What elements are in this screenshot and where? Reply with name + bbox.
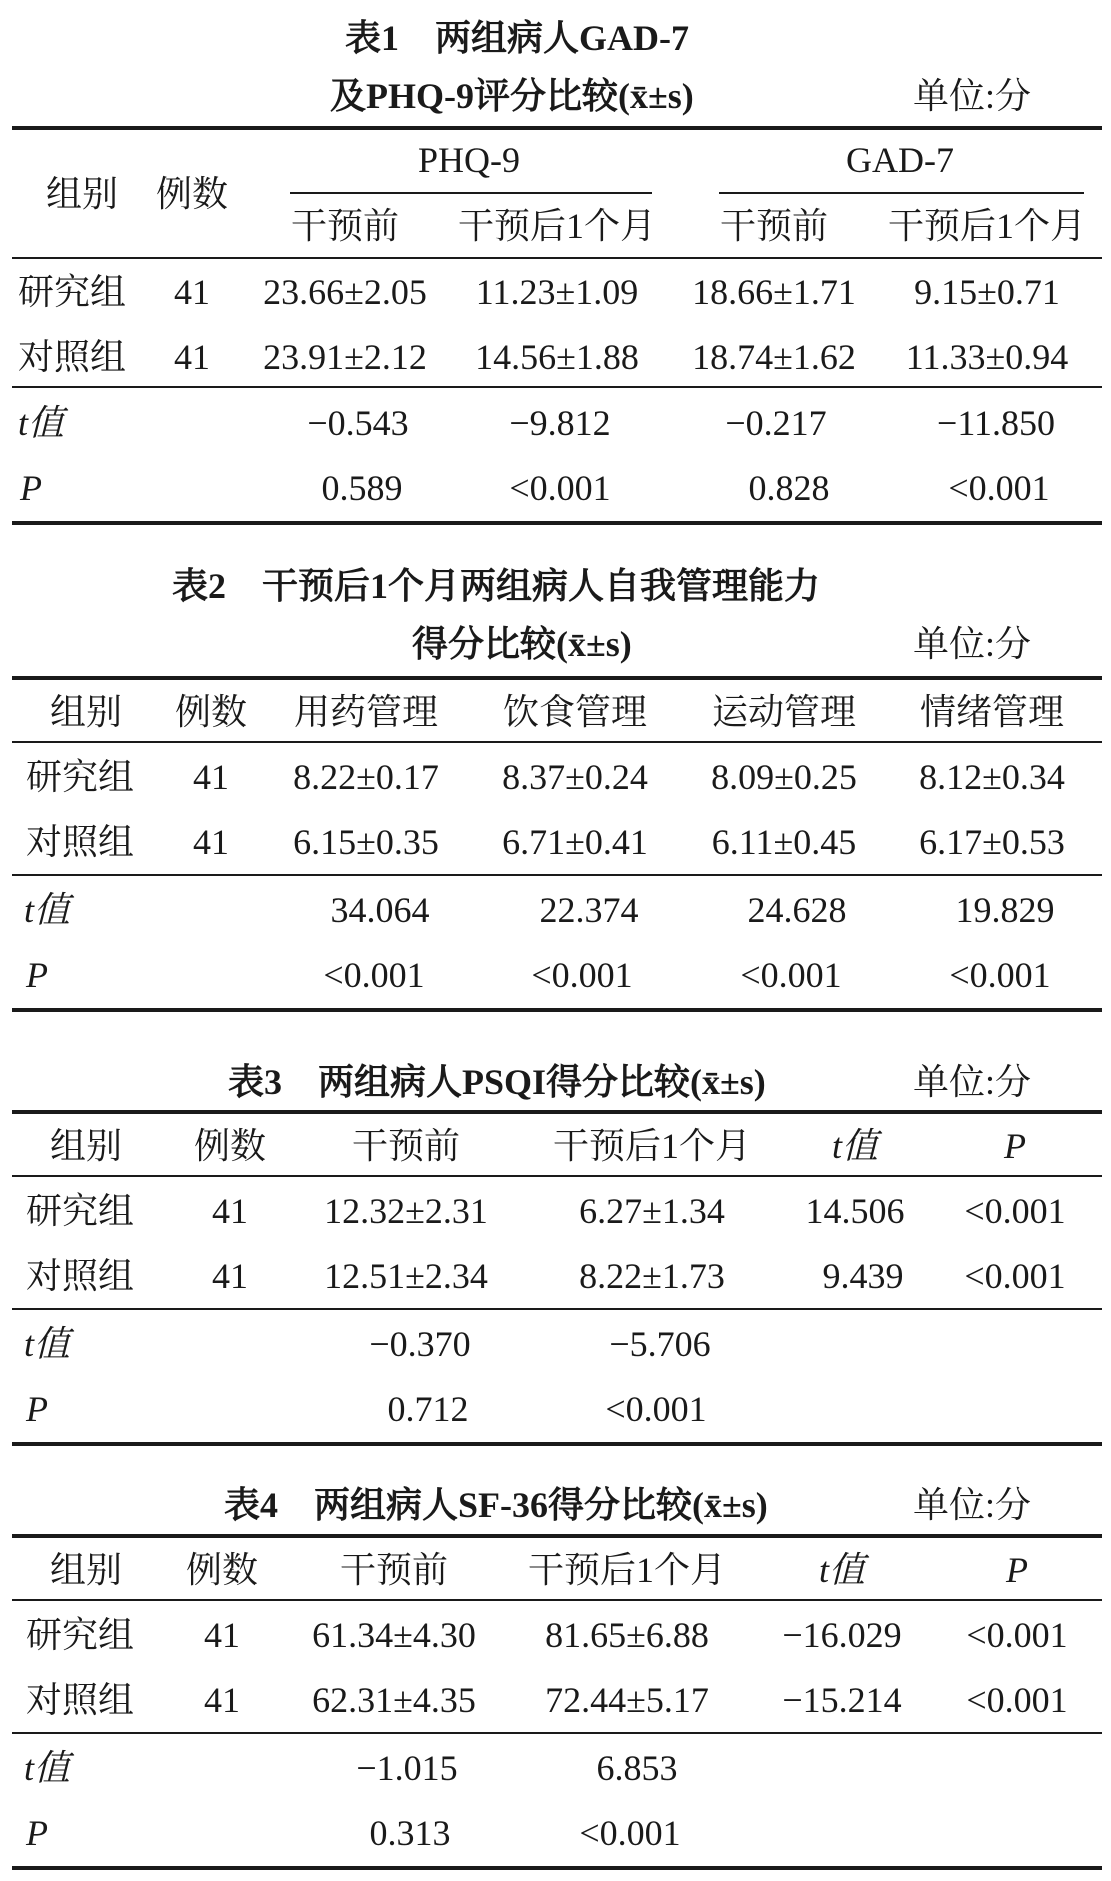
table2-header: 用药管理 — [293, 692, 439, 732]
table4-title: 表4 两组病人SF-36得分比较(x̄±s) — [224, 1485, 768, 1525]
table1-caption-line2 — [0, 58, 1111, 118]
table-cell: 12.32±2.31 — [324, 1191, 488, 1231]
table4-p-label: P — [26, 1813, 48, 1853]
table-cell: 34.064 — [330, 890, 430, 930]
table-cell: 9.439 — [822, 1256, 904, 1296]
table-cell: 19.829 — [955, 890, 1055, 930]
table1-sub-after-gad: 干预后1个月 — [887, 206, 1087, 246]
table-cell: 8.37±0.24 — [502, 757, 648, 797]
table1-sub-after-phq: 干预后1个月 — [457, 206, 657, 246]
table3-stat-rule — [12, 1308, 1102, 1310]
table-row-n: 41 — [204, 1615, 240, 1655]
table3-header: P — [1004, 1126, 1026, 1166]
table1-gad7-underline — [719, 192, 1084, 194]
table-cell: 0.313 — [369, 1813, 451, 1853]
table4-header-rule — [12, 1599, 1102, 1601]
table-cell: 8.12±0.34 — [919, 757, 1065, 797]
table-cell: 8.22±1.73 — [579, 1256, 725, 1296]
table-cell: 23.66±2.05 — [263, 272, 427, 312]
table-cell: 8.22±0.17 — [293, 757, 439, 797]
table-cell: 18.74±1.62 — [692, 337, 856, 377]
table-cell: −9.812 — [509, 403, 611, 443]
table-cell: −1.015 — [356, 1748, 458, 1788]
table-cell: 6.71±0.41 — [502, 822, 648, 862]
table-cell: <0.001 — [966, 1680, 1068, 1720]
table-row-n: 41 — [174, 337, 210, 377]
table1-caption-line1 — [0, 0, 1111, 60]
table-cell: 22.374 — [539, 890, 639, 930]
table-row-n: 41 — [193, 822, 229, 862]
table3-header: 干预后1个月 — [552, 1126, 752, 1166]
table3-top-rule — [12, 1110, 1102, 1114]
table-cell: <0.001 — [740, 955, 842, 995]
table-cell: −16.029 — [782, 1615, 902, 1655]
table-cell: 23.91±2.12 — [263, 337, 427, 377]
table-cell: −11.850 — [937, 403, 1055, 443]
table2-header-rule — [12, 741, 1102, 743]
table1-stat-rule — [12, 386, 1102, 388]
table1-t-label: t值 — [18, 403, 65, 443]
table-row-n: 41 — [212, 1191, 248, 1231]
table-cell: <0.001 — [531, 955, 633, 995]
table-cell: 14.506 — [805, 1191, 905, 1231]
table-row-group: 对照组 — [26, 1680, 135, 1720]
table-cell: 14.56±1.88 — [475, 337, 639, 377]
table-row-group: 对照组 — [26, 1256, 135, 1296]
table1-title-line1: 表1 两组病人GAD-7 — [345, 18, 689, 58]
table-cell: −5.706 — [609, 1324, 711, 1364]
table2-title-line1: 表2 干预后1个月两组病人自我管理能力 — [172, 566, 821, 606]
table-row-n: 41 — [204, 1680, 240, 1720]
table-cell: −0.217 — [725, 403, 827, 443]
table4-header: P — [1006, 1550, 1028, 1590]
table-cell: −0.370 — [369, 1324, 471, 1364]
table-row-group: 研究组 — [26, 1191, 135, 1231]
table1 — [12, 126, 1102, 536]
table3-bottom-rule — [12, 1442, 1102, 1446]
table3-header: 组别 — [49, 1126, 123, 1166]
table4-header: 干预前 — [339, 1550, 449, 1590]
table1-header-phq9: PHQ-9 — [417, 140, 521, 180]
table-cell: 12.51±2.34 — [324, 1256, 488, 1296]
table2-header: 饮食管理 — [502, 692, 648, 732]
table-cell: 62.31±4.35 — [312, 1680, 476, 1720]
table-cell: 6.17±0.53 — [919, 822, 1065, 862]
table2-header: 运动管理 — [711, 692, 857, 732]
table-cell: <0.001 — [605, 1389, 707, 1429]
table1-phq9-underline — [290, 192, 652, 194]
table1-sub-before-gad: 干预前 — [719, 206, 829, 246]
table-cell: 9.15±0.71 — [914, 272, 1060, 312]
table2-t-label: t值 — [24, 890, 71, 930]
table4-caption — [0, 1467, 1111, 1527]
table4-stat-rule — [12, 1732, 1102, 1734]
table-cell: 24.628 — [747, 890, 847, 930]
table2-bottom-rule — [12, 1008, 1102, 1012]
table-row-group: 对照组 — [26, 822, 135, 862]
table4-header: 干预后1个月 — [527, 1550, 727, 1590]
table3-unit: 单位:分 — [913, 1062, 1032, 1102]
table2-unit: 单位:分 — [913, 624, 1032, 664]
table2-caption-line1 — [0, 548, 1111, 608]
table1-p-label: P — [20, 468, 42, 508]
table2-title-line2: 得分比较(x̄±s) — [412, 624, 632, 664]
table1-header-gad7: GAD-7 — [846, 140, 954, 180]
table-row-group: 研究组 — [26, 1615, 135, 1655]
table-row-n: 41 — [174, 272, 210, 312]
table-cell: 18.66±1.71 — [692, 272, 856, 312]
table3-p-label: P — [26, 1389, 48, 1429]
table-cell: 6.853 — [596, 1748, 678, 1788]
table-cell: <0.001 — [948, 468, 1050, 508]
table-cell: −0.543 — [307, 403, 409, 443]
table2 — [12, 676, 1102, 1016]
table-cell: 6.15±0.35 — [293, 822, 439, 862]
table-cell: 6.11±0.45 — [711, 822, 857, 862]
table2-header: 组别 — [49, 692, 123, 732]
table-cell: <0.001 — [949, 955, 1051, 995]
table3-header-rule — [12, 1175, 1102, 1177]
table-cell: 11.33±0.94 — [905, 337, 1069, 377]
table-row-n: 41 — [193, 757, 229, 797]
table-cell: <0.001 — [966, 1615, 1068, 1655]
table-cell: 11.23±1.09 — [475, 272, 639, 312]
table1-sub-before-phq: 干预前 — [290, 206, 400, 246]
table-cell: <0.001 — [579, 1813, 681, 1853]
table-cell: 0.589 — [321, 468, 403, 508]
table3-header: t值 — [831, 1126, 879, 1166]
table1-header-n: 例数 — [155, 174, 229, 214]
table3-header: 干预前 — [351, 1126, 461, 1166]
table-cell: <0.001 — [964, 1191, 1066, 1231]
table-row-group: 研究组 — [18, 272, 127, 312]
table-cell: 72.44±5.17 — [545, 1680, 709, 1720]
table-cell: 0.828 — [748, 468, 830, 508]
table-cell: <0.001 — [964, 1256, 1066, 1296]
table4 — [12, 1534, 1102, 1874]
table4-header: 例数 — [185, 1550, 259, 1590]
table4-header: t值 — [818, 1550, 866, 1590]
table-row-n: 41 — [212, 1256, 248, 1296]
table1-header-rule — [12, 257, 1102, 259]
table3-header: 例数 — [193, 1126, 267, 1166]
table1-unit: 单位:分 — [913, 76, 1032, 116]
table1-title-line2: 及PHQ-9评分比较(x̄±s) — [330, 76, 694, 116]
table3-t-label: t值 — [24, 1324, 71, 1364]
table1-header-group: 组别 — [45, 174, 119, 214]
table4-t-label: t值 — [24, 1748, 71, 1788]
table4-top-rule — [12, 1534, 1102, 1538]
table3-caption — [0, 1044, 1111, 1104]
table3 — [12, 1110, 1102, 1450]
table-cell: 81.65±6.88 — [545, 1615, 709, 1655]
table1-top-rule — [12, 126, 1102, 130]
table-cell: 6.27±1.34 — [579, 1191, 725, 1231]
table-cell: <0.001 — [509, 468, 611, 508]
table3-title: 表3 两组病人PSQI得分比较(x̄±s) — [228, 1062, 766, 1102]
table-cell: 0.712 — [387, 1389, 469, 1429]
table2-p-label: P — [26, 955, 48, 995]
table1-bottom-rule — [12, 521, 1102, 525]
table4-bottom-rule — [12, 1866, 1102, 1870]
table-cell: 61.34±4.30 — [312, 1615, 476, 1655]
table2-top-rule — [12, 676, 1102, 680]
table2-caption-line2 — [0, 606, 1111, 666]
table-row-group: 对照组 — [18, 337, 127, 377]
table2-stat-rule — [12, 874, 1102, 876]
table2-header: 例数 — [174, 692, 248, 732]
table-cell: 8.09±0.25 — [711, 757, 857, 797]
table-cell: −15.214 — [782, 1680, 902, 1720]
table-row-group: 研究组 — [26, 757, 135, 797]
table2-header: 情绪管理 — [919, 692, 1065, 732]
table4-unit: 单位:分 — [913, 1485, 1032, 1525]
table-cell: <0.001 — [323, 955, 425, 995]
table4-header: 组别 — [49, 1550, 123, 1590]
